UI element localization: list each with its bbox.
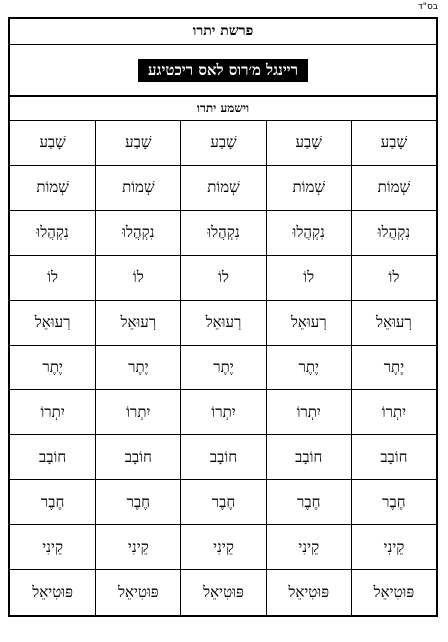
word-cell: שְׁמוֹת (95, 166, 180, 211)
word-cell: לוֹ (351, 256, 436, 301)
word-cell: יֶתֶר (180, 346, 265, 391)
word-cell: רְעוּאֵל (180, 301, 265, 346)
word-cell: רְעוּאֵל (351, 301, 436, 346)
word-cell: חֶבֶר (351, 480, 436, 525)
word-cell: יֶתֶר (351, 346, 436, 391)
worksheet-frame (8, 17, 438, 617)
word-cell: קֵינִי (10, 525, 95, 570)
word-cell: פּוּטִיאֵל (95, 570, 180, 615)
word-cell: קֵינִי (351, 525, 436, 570)
word-cell: חוֹבָב (95, 435, 180, 480)
word-cell: חוֹבָב (351, 435, 436, 480)
word-cell: פּוּטִיאֵל (351, 570, 436, 615)
word-cell: חֶבֶר (180, 480, 265, 525)
word-cell: שָׁבַע (10, 121, 95, 166)
word-cell: שְׁמוֹת (266, 166, 351, 211)
word-cell: פּוּטִיאֵל (32, 583, 73, 602)
word-cell: שָׁבַע (95, 121, 180, 166)
word-cell: יִתְרוֹ (95, 390, 180, 435)
word-cell: קֵינִי (266, 525, 351, 570)
word-cell: חוֹבָב (180, 435, 265, 480)
banner-text: רײנגל מ׳רוס לאס ריכטיגע (138, 59, 308, 82)
word-cell: פּוּטִיאֵל (266, 570, 351, 615)
word-cell: יֶתֶר (266, 346, 351, 391)
word-cell: רְעוּאֵל (95, 301, 180, 346)
word-cell: פּוּטִיאֵל (180, 570, 265, 615)
word-cell: חֶבֶר (266, 480, 351, 525)
word-cell: חוֹבָב (10, 435, 95, 480)
word-cell: רְעוּאֵל (266, 301, 351, 346)
word-cell: יִתְרוֹ (351, 390, 436, 435)
word-cell: יִתְרוֹ (180, 390, 265, 435)
word-cell: שָׁבַע (266, 121, 351, 166)
word-cell: נִקְהֲלוּ (10, 211, 95, 256)
word-cell: יֶתֶר (95, 346, 180, 391)
word-cell: שָׁבַע (351, 121, 436, 166)
word-cell: נִקְהֲלוּ (266, 211, 351, 256)
word-cell: שְׁמוֹת (351, 166, 436, 211)
word-cell: קֵינִי (95, 525, 180, 570)
word-cell: לוֹ (180, 256, 265, 301)
word-cell: קֵינִי (180, 525, 265, 570)
section-subtitle: וישמע יתרו (10, 97, 436, 121)
word-cell: נִקְהֲלוּ (351, 211, 436, 256)
banner-row (10, 45, 436, 97)
word-cell: לוֹ (95, 256, 180, 301)
word-cell: רְעוּאֵל (10, 301, 95, 346)
word-grid (10, 121, 436, 615)
word-cell: חֶבֶר (95, 480, 180, 525)
word-cell: שְׁמוֹת (180, 166, 265, 211)
word-cell: שְׁמוֹת (10, 166, 95, 211)
page-title: פרשת יתרו (10, 19, 436, 45)
word-cell: שָׁבַע (180, 121, 265, 166)
word-cell: לוֹ (10, 256, 95, 301)
word-cell: נִקְהֲלוּ (180, 211, 265, 256)
word-cell: לוֹ (266, 256, 351, 301)
word-cell: יִתְרוֹ (266, 390, 351, 435)
word-cell: חֶבֶר (10, 480, 95, 525)
word-cell: נִקְהֲלוּ (95, 211, 180, 256)
word-cell: יֶתֶר (10, 346, 95, 391)
word-cell: יִתְרוֹ (10, 390, 95, 435)
word-cell: חוֹבָב (266, 435, 351, 480)
page-corner-mark: בס"ד (417, 2, 438, 12)
